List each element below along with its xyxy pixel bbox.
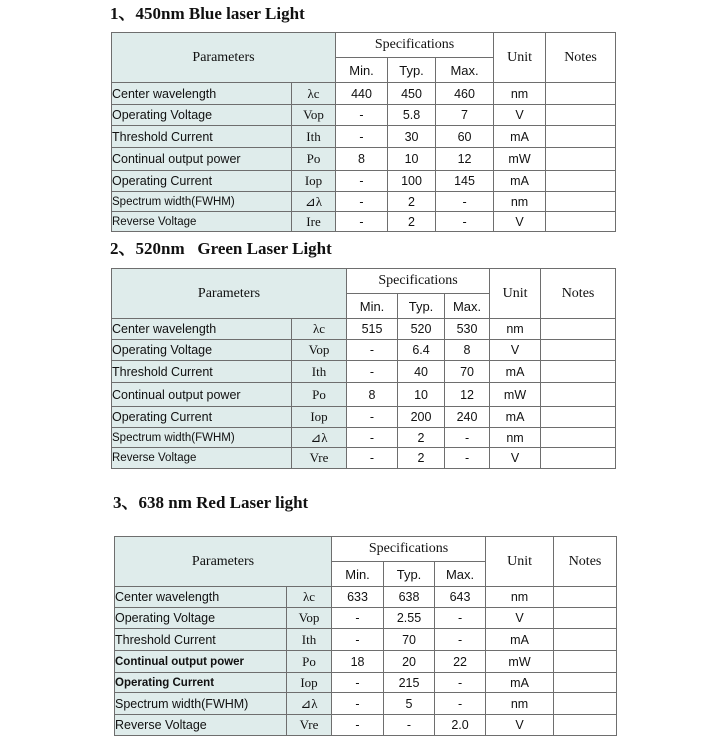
notes-value — [554, 693, 617, 715]
param-name: Continual output power — [115, 651, 287, 673]
param-symbol: Ith — [292, 126, 336, 148]
table-row — [112, 407, 616, 428]
table-row — [115, 587, 617, 608]
max-value: 145 — [436, 171, 494, 192]
max-header: Max. — [435, 562, 486, 587]
param-name: Spectrum width(FWHM) — [112, 192, 292, 212]
max-header: Max. — [436, 58, 494, 83]
param-name: Operating Current — [112, 407, 292, 428]
min-value: - — [336, 212, 388, 232]
notes-value — [554, 673, 617, 693]
notes-value — [546, 192, 616, 212]
typ-value: 215 — [384, 673, 435, 693]
min-value: - — [332, 693, 384, 715]
param-name: Continual output power — [112, 383, 292, 407]
unit-value: mW — [494, 148, 546, 171]
unit-value: V — [486, 715, 554, 736]
param-symbol: Vre — [292, 448, 347, 469]
notes-value — [554, 587, 617, 608]
param-symbol: Vop — [292, 105, 336, 126]
param-name: Reverse Voltage — [112, 448, 292, 469]
max-value: - — [436, 212, 494, 232]
unit-value: V — [494, 105, 546, 126]
param-symbol: ⊿λ — [287, 693, 332, 715]
param-symbol: Vop — [287, 608, 332, 629]
typ-value: 70 — [384, 629, 435, 651]
param-name: Operating Voltage — [115, 608, 287, 629]
typ-value: 40 — [398, 361, 445, 383]
section-1-title: 1、450nm Blue laser Light — [110, 4, 305, 23]
param-symbol: Iop — [292, 171, 336, 192]
param-name: Center wavelength — [112, 83, 292, 105]
parameters-header: Parameters — [115, 537, 332, 587]
unit-value: nm — [486, 587, 554, 608]
min-value: - — [332, 608, 384, 629]
max-value: 240 — [445, 407, 490, 428]
param-name: Threshold Current — [112, 126, 292, 148]
spec-table-blue — [111, 32, 616, 232]
max-header: Max. — [445, 294, 490, 319]
table-row — [115, 693, 617, 715]
min-header: Min. — [336, 58, 388, 83]
max-value: 12 — [445, 383, 490, 407]
typ-value: 2 — [388, 192, 436, 212]
typ-value: 2 — [398, 428, 445, 448]
min-value: 440 — [336, 83, 388, 105]
min-value: - — [347, 428, 398, 448]
max-value: 60 — [436, 126, 494, 148]
notes-value — [546, 105, 616, 126]
param-name: Reverse Voltage — [115, 715, 287, 736]
parameters-header: Parameters — [112, 269, 347, 319]
notes-value — [541, 448, 616, 469]
max-value: 12 — [436, 148, 494, 171]
unit-value: mA — [486, 673, 554, 693]
notes-value — [541, 340, 616, 361]
typ-header: Typ. — [388, 58, 436, 83]
max-value: 7 — [436, 105, 494, 126]
table-row — [112, 212, 616, 232]
param-symbol: Vop — [292, 340, 347, 361]
min-value: - — [332, 673, 384, 693]
spec-table-green — [111, 268, 616, 469]
param-symbol: Ire — [292, 212, 336, 232]
max-value: 22 — [435, 651, 486, 673]
table-row — [112, 171, 616, 192]
param-name: Center wavelength — [112, 319, 292, 340]
unit-value: mA — [490, 407, 541, 428]
table-row — [112, 428, 616, 448]
max-value: - — [436, 192, 494, 212]
unit-value: mA — [494, 171, 546, 192]
unit-value: nm — [486, 693, 554, 715]
table-row — [112, 83, 616, 105]
typ-value: - — [384, 715, 435, 736]
min-value: 18 — [332, 651, 384, 673]
min-value: - — [347, 407, 398, 428]
param-name: Spectrum width(FWHM) — [115, 693, 287, 715]
table-row — [112, 448, 616, 469]
notes-value — [541, 383, 616, 407]
max-value: - — [435, 693, 486, 715]
max-value: 2.0 — [435, 715, 486, 736]
unit-value: mW — [490, 383, 541, 407]
table-row — [112, 105, 616, 126]
notes-value — [554, 715, 617, 736]
min-value: - — [336, 192, 388, 212]
min-value: - — [332, 715, 384, 736]
notes-value — [546, 212, 616, 232]
specifications-header: Specifications — [336, 33, 494, 58]
param-symbol: Iop — [287, 673, 332, 693]
max-value: - — [445, 448, 490, 469]
typ-value: 520 — [398, 319, 445, 340]
typ-value: 10 — [398, 383, 445, 407]
notes-value — [554, 629, 617, 651]
param-name: Center wavelength — [115, 587, 287, 608]
notes-header: Notes — [541, 269, 616, 319]
param-symbol: ⊿λ — [292, 428, 347, 448]
param-symbol: ⊿λ — [292, 192, 336, 212]
section-3-title: 3、638 nm Red Laser light — [113, 493, 309, 512]
param-name: Threshold Current — [115, 629, 287, 651]
param-name: Reverse Voltage — [112, 212, 292, 232]
max-value: 8 — [445, 340, 490, 361]
typ-header: Typ. — [384, 562, 435, 587]
typ-value: 30 — [388, 126, 436, 148]
notes-value — [541, 407, 616, 428]
param-symbol: Iop — [292, 407, 347, 428]
min-value: - — [336, 126, 388, 148]
param-symbol: λc — [292, 83, 336, 105]
min-value: - — [332, 629, 384, 651]
table-row — [112, 192, 616, 212]
param-symbol: Po — [292, 383, 347, 407]
parameters-header: Parameters — [112, 33, 336, 83]
typ-value: 20 — [384, 651, 435, 673]
notes-header: Notes — [546, 33, 616, 83]
unit-header: Unit — [494, 33, 546, 83]
table-row — [115, 673, 617, 693]
min-header: Min. — [347, 294, 398, 319]
min-value: - — [347, 361, 398, 383]
min-value: 8 — [336, 148, 388, 171]
max-value: 460 — [436, 83, 494, 105]
notes-value — [541, 361, 616, 383]
min-value: 515 — [347, 319, 398, 340]
max-value: 70 — [445, 361, 490, 383]
min-value: - — [347, 448, 398, 469]
unit-value: V — [494, 212, 546, 232]
unit-header: Unit — [490, 269, 541, 319]
typ-value: 100 — [388, 171, 436, 192]
table-row — [112, 361, 616, 383]
min-header: Min. — [332, 562, 384, 587]
max-value: - — [435, 608, 486, 629]
typ-value: 2 — [398, 448, 445, 469]
specifications-header: Specifications — [347, 269, 490, 294]
min-value: - — [336, 171, 388, 192]
typ-value: 5.8 — [388, 105, 436, 126]
notes-header: Notes — [554, 537, 617, 587]
param-symbol: Ith — [292, 361, 347, 383]
typ-value: 6.4 — [398, 340, 445, 361]
typ-value: 5 — [384, 693, 435, 715]
table-row — [115, 629, 617, 651]
unit-value: nm — [490, 319, 541, 340]
table-row — [112, 383, 616, 407]
typ-value: 450 — [388, 83, 436, 105]
unit-value: V — [490, 448, 541, 469]
notes-value — [554, 651, 617, 673]
typ-value: 200 — [398, 407, 445, 428]
max-value: 643 — [435, 587, 486, 608]
table-row — [115, 651, 617, 673]
notes-value — [541, 319, 616, 340]
typ-value: 638 — [384, 587, 435, 608]
unit-value: mA — [486, 629, 554, 651]
unit-value: mA — [490, 361, 541, 383]
max-value: 530 — [445, 319, 490, 340]
notes-value — [546, 148, 616, 171]
min-value: 633 — [332, 587, 384, 608]
unit-value: nm — [494, 192, 546, 212]
typ-value: 2.55 — [384, 608, 435, 629]
notes-value — [546, 83, 616, 105]
max-value: - — [435, 629, 486, 651]
param-symbol: λc — [287, 587, 332, 608]
param-name: Spectrum width(FWHM) — [112, 428, 292, 448]
notes-value — [541, 428, 616, 448]
unit-value: V — [490, 340, 541, 361]
param-symbol: Po — [287, 651, 332, 673]
param-symbol: λc — [292, 319, 347, 340]
typ-header: Typ. — [398, 294, 445, 319]
min-value: - — [347, 340, 398, 361]
max-value: - — [445, 428, 490, 448]
table-row — [112, 340, 616, 361]
param-name: Operating Current — [112, 171, 292, 192]
param-name: Operating Current — [115, 673, 287, 693]
section-2-title: 2、520nm Green Laser Light — [110, 239, 332, 258]
param-symbol: Vre — [287, 715, 332, 736]
unit-value: nm — [490, 428, 541, 448]
table-row — [112, 148, 616, 171]
unit-value: mW — [486, 651, 554, 673]
min-value: 8 — [347, 383, 398, 407]
unit-value: V — [486, 608, 554, 629]
notes-value — [554, 608, 617, 629]
max-value: - — [435, 673, 486, 693]
param-name: Operating Voltage — [112, 340, 292, 361]
param-name: Threshold Current — [112, 361, 292, 383]
typ-value: 2 — [388, 212, 436, 232]
unit-header: Unit — [486, 537, 554, 587]
param-symbol: Ith — [287, 629, 332, 651]
param-name: Continual output power — [112, 148, 292, 171]
notes-value — [546, 126, 616, 148]
table-row — [112, 319, 616, 340]
param-name: Operating Voltage — [112, 105, 292, 126]
notes-value — [546, 171, 616, 192]
unit-value: mA — [494, 126, 546, 148]
min-value: - — [336, 105, 388, 126]
table-row — [115, 715, 617, 736]
param-symbol: Po — [292, 148, 336, 171]
table-row — [115, 608, 617, 629]
spec-table-red — [114, 536, 617, 736]
specifications-header: Specifications — [332, 537, 486, 562]
typ-value: 10 — [388, 148, 436, 171]
table-row — [112, 126, 616, 148]
unit-value: nm — [494, 83, 546, 105]
